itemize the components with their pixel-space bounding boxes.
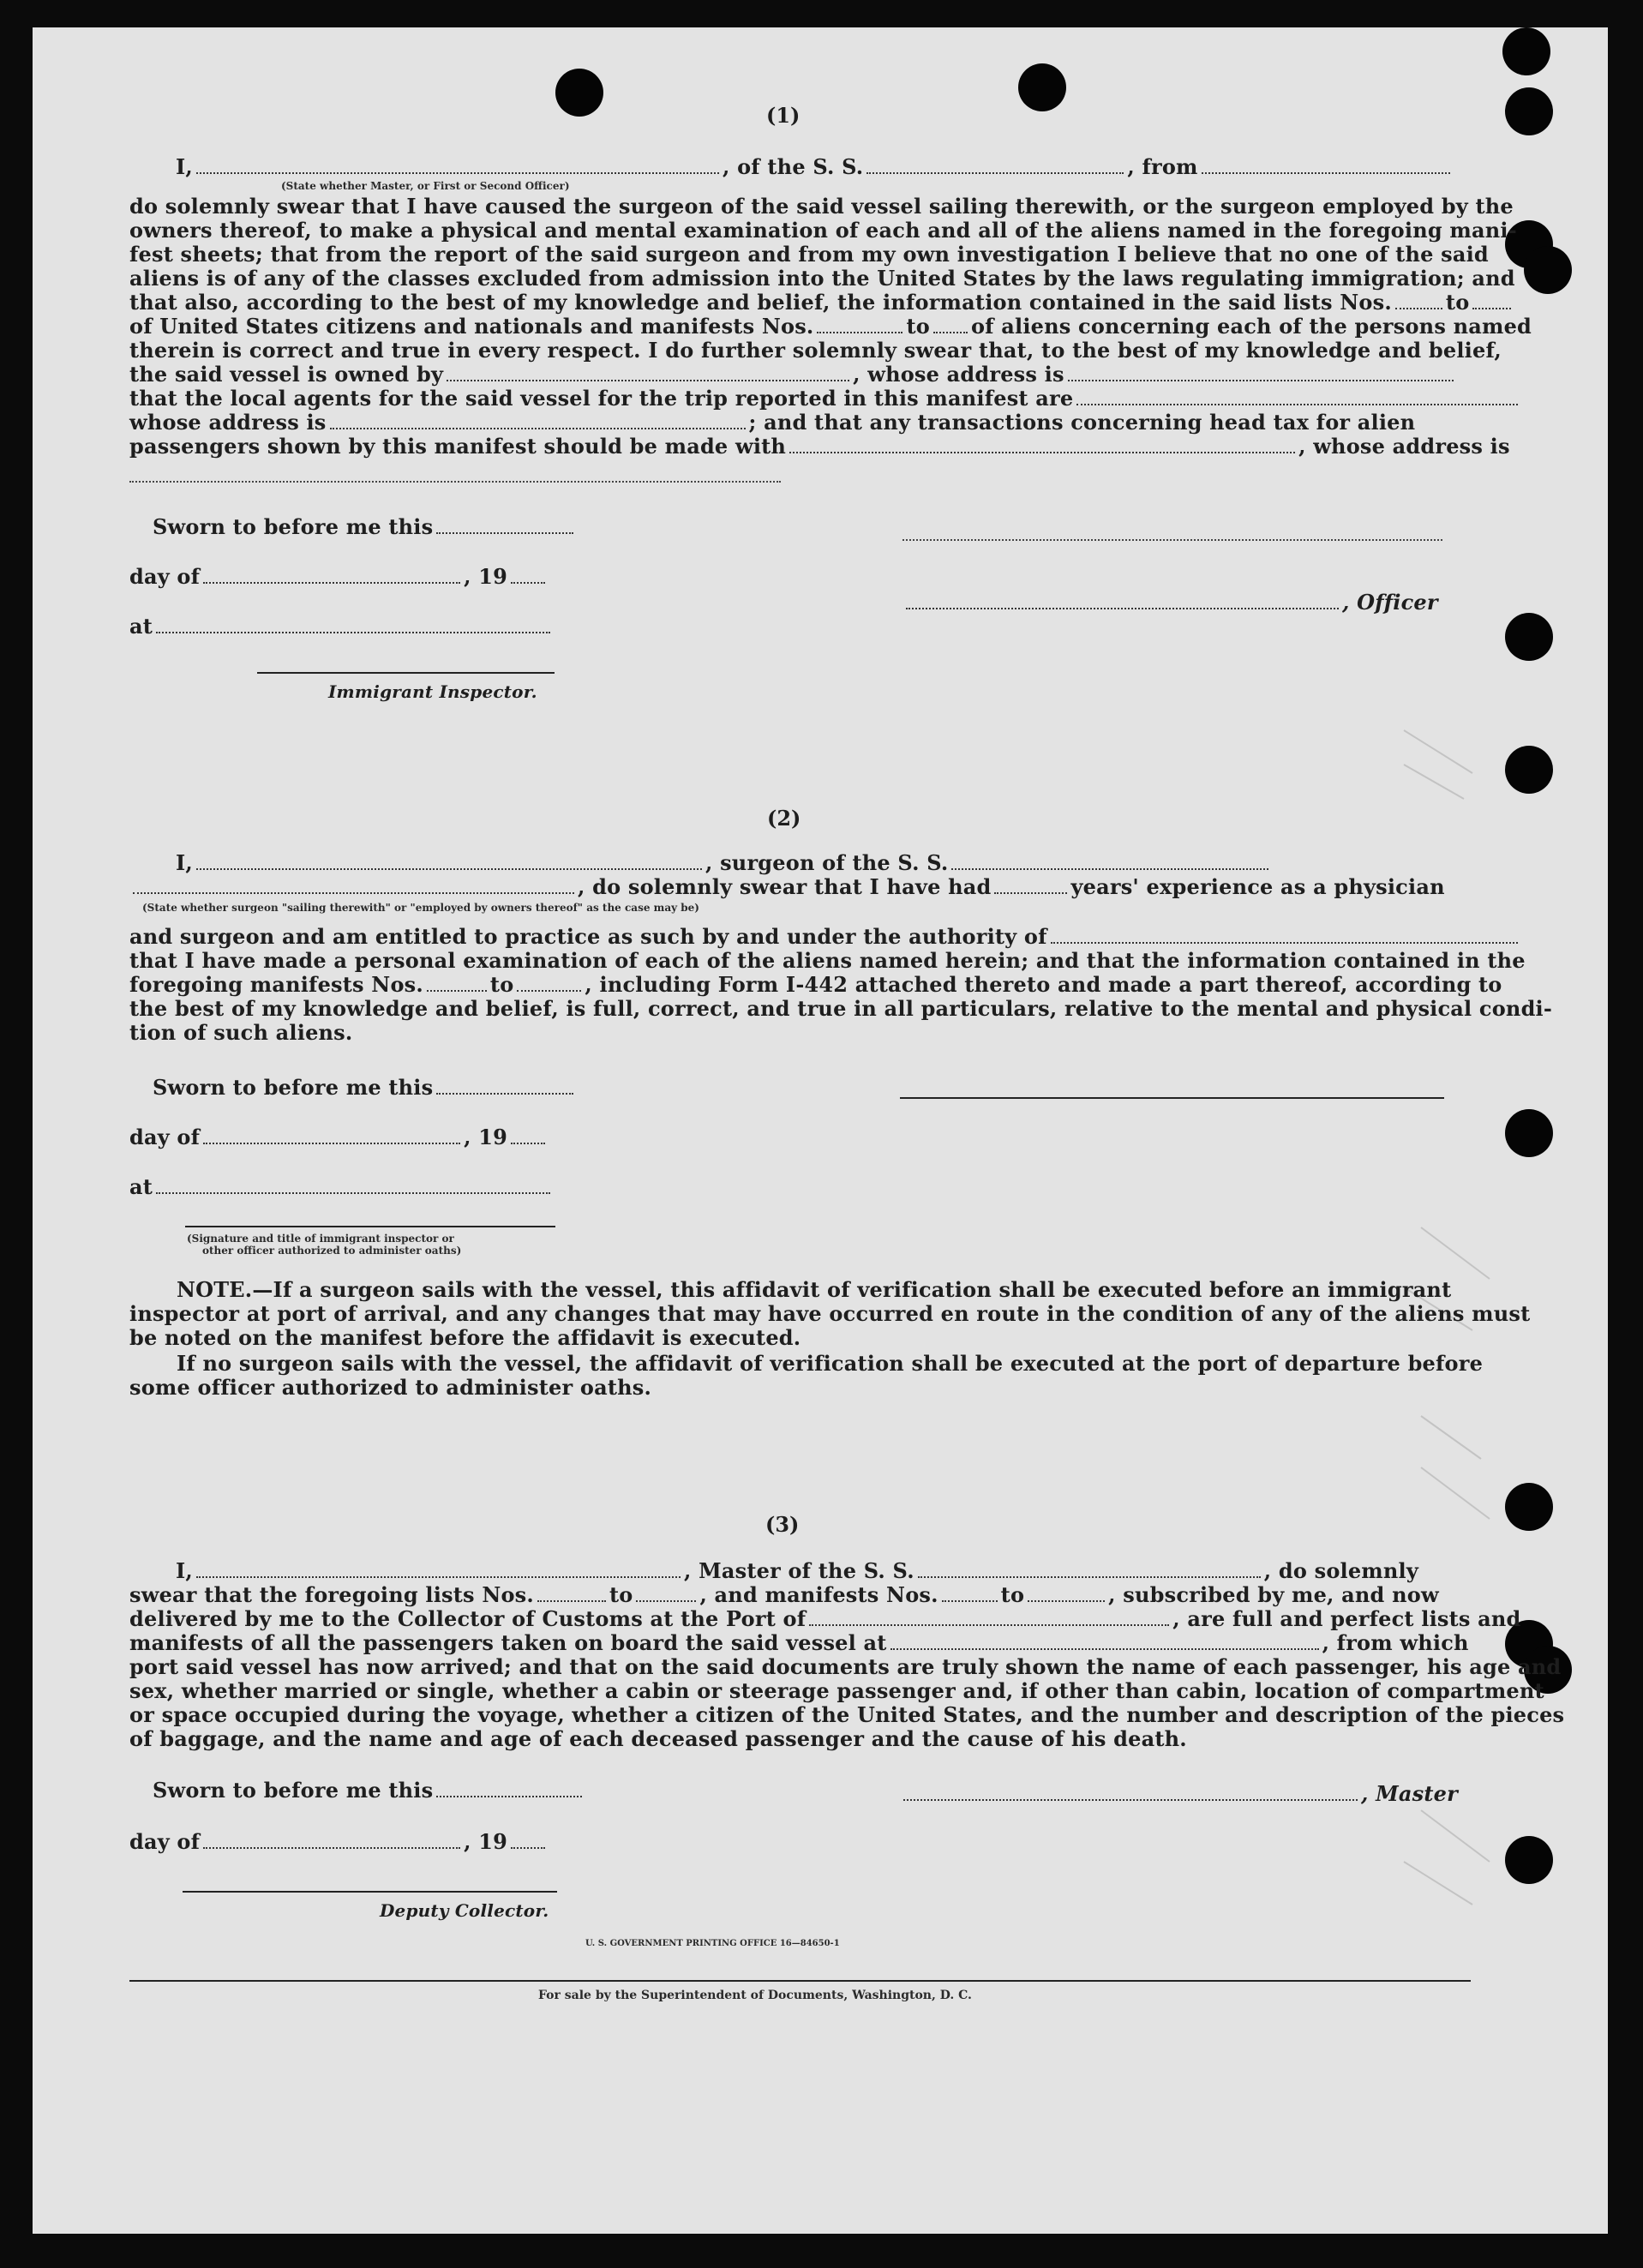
- s3-body-2: or space occupied during the voyage, whether a citizen of the United States, and the number and description of the pieces: [129, 1702, 1565, 1727]
- s3-line-i: [176, 1558, 1418, 1584]
- s2-years-field[interactable]: [994, 891, 1067, 894]
- s3-day-field[interactable]: [203, 1846, 460, 1849]
- s2-signature-note-2: other officer authorized to administer oaths): [202, 1245, 462, 1257]
- s3-year: , 19: [464, 1829, 508, 1854]
- s1-body-6: therein is correct and true in every respect. I do further solemnly swear that, to the best of my knowledge and belief,: [129, 338, 1502, 363]
- s2-vessel-name-field[interactable]: [951, 867, 1268, 870]
- punch-hole-right-8: [1505, 1483, 1553, 1531]
- s1-at-field[interactable]: [156, 631, 550, 633]
- s2-day-field[interactable]: [203, 1142, 460, 1144]
- s1-i: I,: [176, 154, 193, 179]
- s1-sworn-line: [153, 514, 577, 540]
- s1-year: , 19: [464, 564, 508, 589]
- s2-i: I,: [176, 850, 193, 875]
- s1-body-8: that the local agents for the said vessel for the trip reported in this manifest are: [129, 386, 1074, 411]
- s3-subscribed: , subscribed by me, and now: [1108, 1582, 1439, 1607]
- s1-body-9-line: [129, 410, 1415, 435]
- s3-sworn: Sworn to before me this: [153, 1778, 434, 1803]
- s3-day-line: [129, 1829, 549, 1855]
- s3-do-solemnly: , do solemnly: [1263, 1558, 1419, 1583]
- s2-at: at: [129, 1174, 153, 1199]
- s1-body-10-line: [129, 434, 1510, 459]
- s3-master-name-field[interactable]: [196, 1575, 681, 1578]
- s1-list-from-field[interactable]: [1395, 307, 1442, 309]
- s3-from-which: , from which: [1322, 1630, 1469, 1655]
- s1-inspector-signature-line[interactable]: [257, 672, 555, 674]
- s1-body-3: aliens is of any of the classes excluded from admission into the United States by the laws regulating immigration; and: [129, 266, 1515, 291]
- s2-year-field[interactable]: [511, 1142, 545, 1144]
- s2-authority: and surgeon and am entitled to practice as such by and under the authority of: [129, 924, 1047, 949]
- s1-body-2: fest sheets; that from the report of the said surgeon and from my own investigation I believe that no one of the said: [129, 242, 1489, 267]
- s1-from: , from: [1127, 154, 1198, 179]
- s1-head-tax-field[interactable]: [789, 451, 1295, 453]
- s2-surgeon-type-field[interactable]: [133, 891, 574, 894]
- s3-sworn-date-field[interactable]: [436, 1795, 582, 1797]
- s2-body-0: that I have made a personal examination of each of the aliens named herein; and that the information contained in the: [129, 948, 1526, 973]
- s3-to-1: to: [609, 1582, 633, 1607]
- for-sale-line: For sale by the Superintendent of Documents, Washington, D. C.: [538, 1989, 972, 2002]
- s1-sworn-date-field[interactable]: [436, 531, 573, 534]
- s1-officer-label: , Officer: [1342, 590, 1438, 615]
- s1-owner-address-field[interactable]: [1068, 379, 1454, 381]
- s1-at-line: [129, 614, 554, 639]
- s1-body-7: the said vessel is owned by: [129, 362, 444, 387]
- manifest-form-page: [33, 27, 1608, 2234]
- s2-at-line: [129, 1174, 554, 1200]
- s1-agents-address-field[interactable]: [330, 427, 746, 429]
- s1-day-field[interactable]: [203, 581, 460, 584]
- s3-and-manifests: , and manifests Nos.: [699, 1582, 938, 1607]
- s2-at-field[interactable]: [156, 1191, 550, 1194]
- s1-of-aliens: of aliens concerning each of the persons named: [970, 314, 1532, 339]
- s1-body-0: do solemnly swear that I have caused the surgeon of the said vessel sailing therewith, or the surgeon employed by the: [129, 194, 1514, 219]
- s2-note-4: some officer authorized to administer oaths.: [129, 1375, 652, 1400]
- s2-sworn: Sworn to before me this: [153, 1075, 434, 1100]
- punch-hole-right-11: [1505, 1836, 1553, 1884]
- s3-lists-from-field[interactable]: [537, 1599, 606, 1602]
- s3-swear-lists: swear that the foregoing lists Nos.: [129, 1582, 534, 1607]
- s1-vessel-name-field[interactable]: [866, 171, 1124, 174]
- punch-hole-right-4: [1524, 246, 1572, 294]
- s2-body-1: foregoing manifests Nos.: [129, 972, 423, 997]
- s2-year: , 19: [464, 1125, 508, 1149]
- punch-hole-right-6: [1505, 746, 1553, 794]
- s3-day-of: day of: [129, 1829, 201, 1854]
- s1-inspector-label: Immigrant Inspector.: [328, 681, 537, 702]
- s2-line-i: [176, 850, 1272, 876]
- s3-manifests-to-field[interactable]: [1028, 1599, 1105, 1602]
- s2-swear: , do solemnly swear that I have had: [578, 874, 992, 899]
- s1-agents-field[interactable]: [1076, 403, 1518, 405]
- s1-sworn: Sworn to before me this: [153, 514, 434, 539]
- s1-officer-line: [902, 590, 1438, 615]
- s2-authority-line: [129, 924, 1521, 950]
- punch-hole-right-2: [1505, 87, 1553, 135]
- s1-state-note: (State whether Master, or First or Second Officer): [281, 180, 570, 192]
- s2-to: to: [489, 972, 514, 997]
- s1-officer-name-field[interactable]: [196, 171, 719, 174]
- s1-of-ss: , of the S. S.: [722, 154, 864, 179]
- s3-full-perfect: , are full and perfect lists and: [1172, 1606, 1521, 1631]
- punch-hole-top-center: [1018, 63, 1066, 111]
- s1-body-5-line: [129, 314, 1532, 339]
- s3-master-signature-field[interactable]: [903, 1798, 1358, 1801]
- s1-day-line: [129, 564, 549, 590]
- punch-hole-top-left: [555, 69, 603, 117]
- s1-to-2: to: [906, 314, 930, 339]
- s2-signature-line[interactable]: [900, 1097, 1444, 1099]
- s2-day-line: [129, 1125, 549, 1150]
- s3-embark-port-field[interactable]: [890, 1647, 1319, 1650]
- s3-manifests-all: manifests of all the passengers taken on board the said vessel at: [129, 1630, 887, 1655]
- s1-from-field[interactable]: [1202, 171, 1450, 174]
- s3-delivered: delivered by me to the Collector of Customs at the Port of: [129, 1606, 807, 1631]
- s1-line-i: [176, 154, 1454, 180]
- s2-manifest-from-field[interactable]: [427, 989, 487, 992]
- s2-day-of: day of: [129, 1125, 201, 1149]
- s3-manifests-from-field[interactable]: [942, 1599, 998, 1602]
- s1-body-4: that also, according to the best of my knowledge and belief, the information contained in the said lists Nos.: [129, 290, 1392, 315]
- s2-body-3: tion of such aliens.: [129, 1020, 353, 1045]
- footer-rule: [129, 1980, 1471, 1982]
- s1-whose-address-2: , whose address is: [1298, 434, 1510, 459]
- s2-manifest-to-field[interactable]: [517, 989, 581, 992]
- s1-body-7-line: [129, 362, 1457, 387]
- s3-delivered-line: [129, 1606, 1521, 1632]
- s1-body-8-line: [129, 386, 1521, 411]
- s1-owner-field[interactable]: [447, 379, 849, 381]
- s1-body-5: of United States citizens and nationals and manifests Nos.: [129, 314, 814, 339]
- s1-transactions: ; and that any transactions concerning head tax for alien: [748, 410, 1416, 435]
- s2-authority-field[interactable]: [1051, 941, 1518, 944]
- s1-officer-signature-field[interactable]: [906, 607, 1339, 609]
- s2-note-0: NOTE.—If a surgeon sails with the vessel, this affidavit of verification shall be executed before an immigrant: [177, 1277, 1452, 1302]
- punch-hole-right-1: [1502, 27, 1550, 75]
- s2-note-3: If no surgeon sails with the vessel, the affidavit of verification shall be executed at the port of departure before: [177, 1351, 1484, 1376]
- s3-body-1: sex, whether married or single, whether a cabin or steerage passenger and, if other than cabin, location of compartment: [129, 1678, 1544, 1703]
- s1-manifest-from-field[interactable]: [817, 331, 902, 333]
- s3-body-3: of baggage, and the name and age of each deceased passenger and the cause of his death.: [129, 1726, 1187, 1751]
- section-3-heading: (3): [765, 1512, 800, 1537]
- s1-officer-signature-top-line[interactable]: [902, 538, 1442, 541]
- s3-year-field[interactable]: [511, 1846, 545, 1849]
- s3-vessel-name-field[interactable]: [918, 1575, 1261, 1578]
- s3-master-label: , Master: [1361, 1781, 1458, 1806]
- s2-sworn-date-field[interactable]: [436, 1092, 573, 1095]
- printing-office-line: U. S. GOVERNMENT PRINTING OFFICE 16—84650-1: [585, 1939, 840, 1948]
- s2-signature-note-1: (Signature and title of immigrant inspector or: [187, 1233, 454, 1245]
- s3-lists-line: [129, 1582, 1439, 1608]
- s3-to-2: to: [1000, 1582, 1025, 1607]
- s1-day-of: day of: [129, 564, 201, 589]
- s1-address-continuation-field[interactable]: [129, 480, 781, 483]
- s3-deputy-label: Deputy Collector.: [380, 1900, 549, 1921]
- s2-body-2: the best of my knowledge and belief, is full, correct, and true in all particulars, relative to the mental and physical condi-: [129, 996, 1553, 1021]
- s2-inspector-signature-line[interactable]: [185, 1226, 555, 1227]
- s1-manifest-to-field[interactable]: [933, 331, 968, 333]
- s2-surgeon-name-field[interactable]: [196, 867, 702, 870]
- s1-year-field[interactable]: [511, 581, 545, 584]
- s1-body-4-line: [129, 290, 1514, 315]
- s3-deputy-signature-line[interactable]: [183, 1891, 557, 1893]
- s3-manifests-line: [129, 1630, 1469, 1656]
- s3-sworn-line: [153, 1778, 585, 1803]
- s2-state-note: (State whether surgeon "sailing therewith" or "employed by owners thereof" as the case may be): [142, 902, 699, 914]
- s2-sworn-line: [153, 1075, 577, 1101]
- section-1-heading: (1): [766, 103, 801, 128]
- section-2-heading: (2): [767, 806, 801, 831]
- s1-body-1: owners thereof, to make a physical and mental examination of each and all of the aliens named in the foregoing mani-: [129, 218, 1517, 243]
- s3-i: I,: [176, 1558, 193, 1583]
- s2-years: years' experience as a physician: [1070, 874, 1445, 899]
- s2-body-1-line: [129, 972, 1502, 998]
- s3-lists-to-field[interactable]: [636, 1599, 696, 1602]
- s2-including: , including Form I-442 attached thereto and made a part thereof, according to: [585, 972, 1502, 997]
- s2-note-1: inspector at port of arrival, and any changes that may have occurred en route in the condition of any of the aliens must: [129, 1301, 1531, 1326]
- s2-swear-line: [129, 874, 1445, 900]
- s3-master-line: [900, 1781, 1458, 1807]
- s2-surgeon-of: , surgeon of the S. S.: [705, 850, 949, 875]
- s3-master-of: , Master of the S. S.: [683, 1558, 914, 1583]
- s1-to-1: to: [1445, 290, 1470, 315]
- punch-hole-right-5: [1505, 613, 1553, 661]
- s1-body-10: passengers shown by this manifest should be made with: [129, 434, 787, 459]
- s1-list-to-field[interactable]: [1472, 307, 1511, 309]
- s2-note-2: be noted on the manifest before the affidavit is executed.: [129, 1325, 801, 1350]
- s1-body-9: whose address is: [129, 410, 327, 435]
- s1-at: at: [129, 614, 153, 639]
- punch-hole-right-7: [1505, 1109, 1553, 1157]
- s3-port-field[interactable]: [809, 1623, 1169, 1626]
- s3-body-0: port said vessel has now arrived; and that on the said documents are truly shown the name of each passenger, his age and: [129, 1654, 1562, 1679]
- s1-whose-address: , whose address is: [853, 362, 1064, 387]
